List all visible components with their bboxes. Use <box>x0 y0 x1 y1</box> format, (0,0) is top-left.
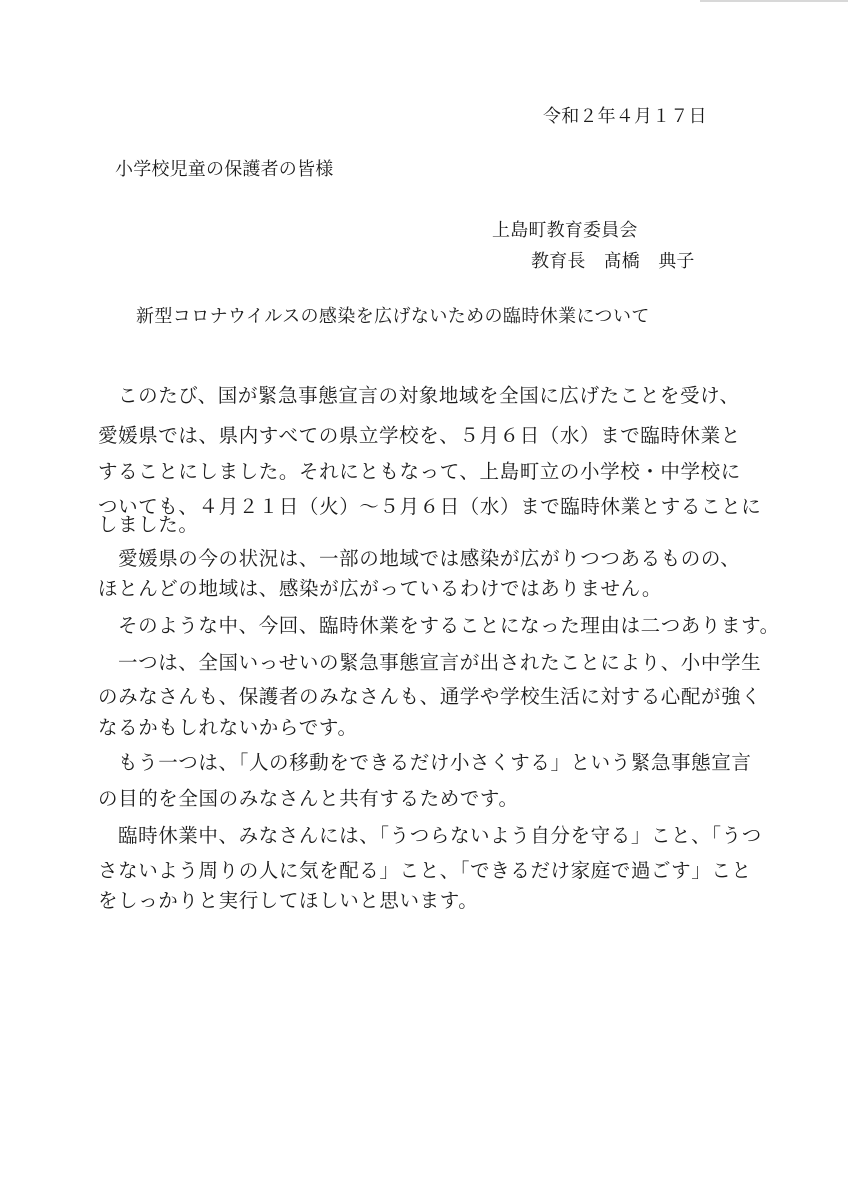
body-line: 愛媛県の今の状況は、一部の地域では感染が広がりつつあるものの、 <box>118 547 741 570</box>
body-line: 臨時休業中、みなさんには、「うつらないよう自分を守る」こと、「うつ <box>118 824 762 847</box>
body-line: 愛媛県では、県内すべての県立学校を、５月６日（水）まで臨時休業と <box>98 424 741 447</box>
letter-subject: 新型コロナウイルスの感染を広げないための臨時休業について <box>136 306 650 327</box>
body-line: のみなさんも、保護者のみなさんも、通学や学校生活に対する心配が強く <box>98 685 762 708</box>
sender-title: 教育長 <box>531 251 586 272</box>
body-line: そのような中、今回、臨時休業をすることになった理由は二つあります。 <box>118 614 780 637</box>
scan-edge-shadow <box>700 0 848 2</box>
body-line: の目的を全国のみなさんと共有するためです。 <box>98 787 519 810</box>
body-line: さないよう周りの人に気を配る」こと、「できるだけ家庭で過ごす」こと <box>98 859 752 882</box>
body-line: なるかもしれないからです。 <box>98 716 358 739</box>
body-line: もう一つは、「人の移動をできるだけ小さくする」という緊急事態宣言 <box>118 751 752 774</box>
body-line: このたび、国が緊急事態宣言の対象地域を全国に広げたことを受け、 <box>118 384 740 407</box>
sender-name: 髙橋 典子 <box>603 251 695 272</box>
letter-date: 令和２年４月１７日 <box>543 106 707 127</box>
sender-organization: 上島町教育委員会 <box>492 220 638 241</box>
body-line: ほとんどの地域は、感染が広がっているわけではありません。 <box>98 577 662 600</box>
sender-signature <box>517 250 695 274</box>
body-line: 一つは、全国いっせいの緊急事態宣言が出されたことにより、小中学生 <box>118 651 762 674</box>
body-line: ついても、４月２１日（火）～５月６日（水）まで臨時休業とすることに <box>98 495 762 518</box>
body-line: することにしました。それにともなって、上島町立の小学校・中学校に <box>98 460 741 483</box>
body-line: しました。 <box>98 513 199 536</box>
letter-addressee: 小学校児童の保護者の皆様 <box>115 159 334 180</box>
body-line: をしっかりと実行してほしいと思います。 <box>98 889 479 912</box>
